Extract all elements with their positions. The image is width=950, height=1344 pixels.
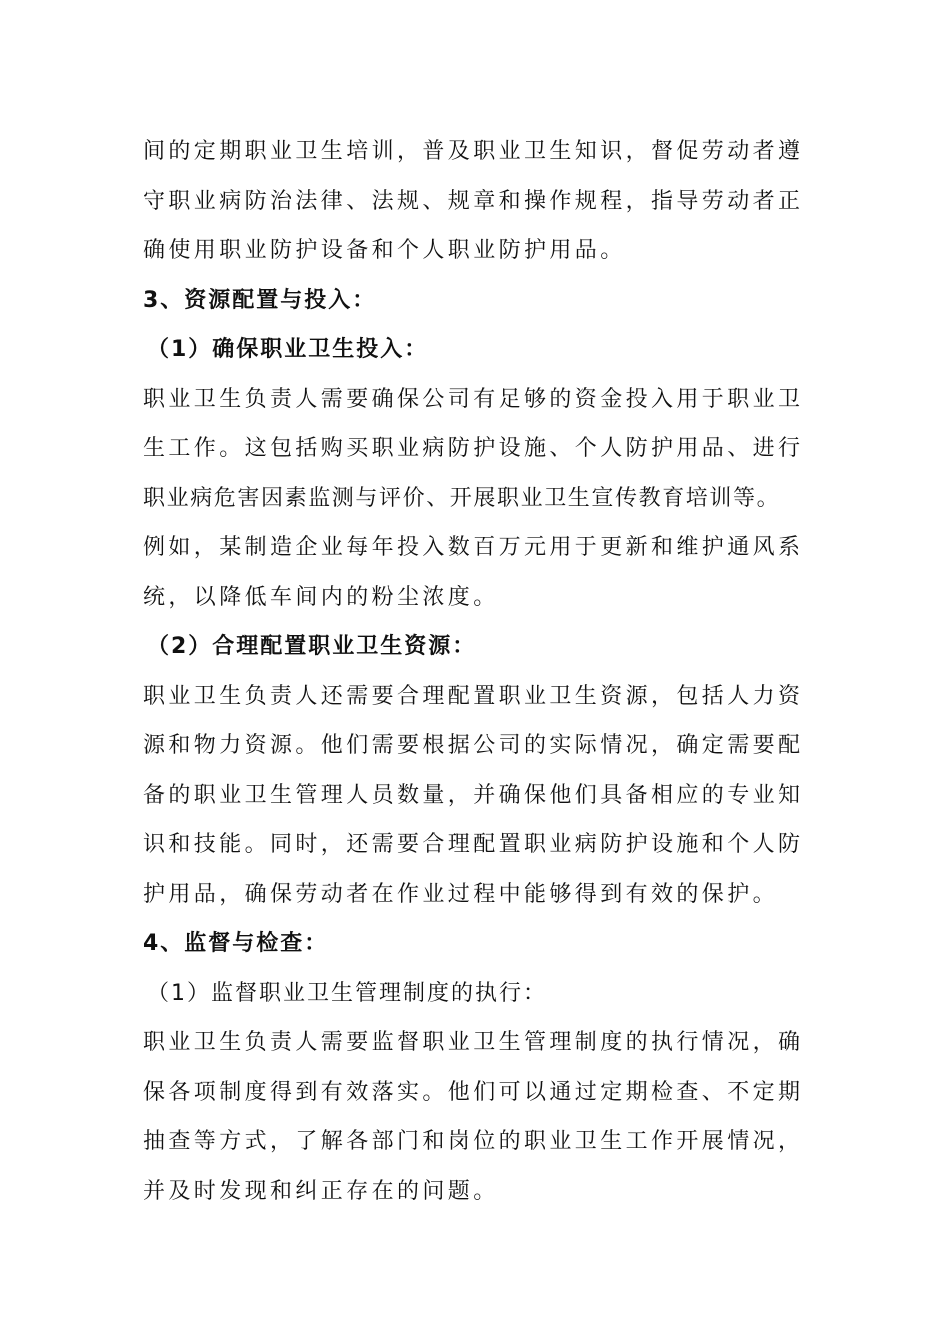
paragraph-line: 确使用职业防护设备和个人职业防护用品。 (143, 238, 626, 263)
paragraph-line: 抽查等方式，了解各部门和岗位的职业卫生工作开展情况， (143, 1129, 804, 1154)
paragraph-line: 生工作。这包括购买职业病防护设施、个人防护用品、进行 (143, 436, 804, 461)
section-heading: 3、资源配置与投入： (143, 287, 377, 313)
paragraph-line: 职业卫生负责人需要确保公司有足够的资金投入用于职业卫 (143, 386, 804, 412)
paragraph-line: 例如，某制造企业每年投入数百万元用于更新和维护通风系 (143, 535, 804, 560)
paragraph-line: 统，以降低车间内的粉尘浓度。 (143, 584, 499, 610)
paragraph-line: 守职业病防治法律、法规、规章和操作规程，指导劳动者正 (143, 188, 804, 214)
section-heading: 4、监督与检查： (143, 931, 329, 956)
subsection-heading: （2）合理配置职业卫生资源： (147, 634, 477, 659)
paragraph-line: 备的职业卫生管理人员数量，并确保他们具备相应的专业知 (143, 782, 804, 808)
paragraph-line: 并及时发现和纠正存在的问题。 (143, 1178, 499, 1204)
subsection-heading: （1）确保职业卫生投入： (147, 337, 429, 362)
subsection-heading: （1）监督职业卫生管理制度的执行： (147, 980, 547, 1006)
paragraph-line: 职业卫生负责人还需要合理配置职业卫生资源，包括人力资 (143, 683, 804, 709)
paragraph-line: 源和物力资源。他们需要根据公司的实际情况，确定需要配 (143, 733, 804, 758)
paragraph-line: 保各项制度得到有效落实。他们可以通过定期检查、不定期 (143, 1079, 804, 1105)
paragraph-line: 职业病危害因素监测与评价、开展职业卫生宣传教育培训等。 (143, 485, 781, 511)
paragraph-line: 职业卫生负责人需要监督职业卫生管理制度的执行情况，确 (143, 1030, 804, 1055)
paragraph-line: 间的定期职业卫生培训，普及职业卫生知识，督促劳动者遵 (143, 139, 804, 164)
paragraph-line: 识和技能。同时，还需要合理配置职业病防护设施和个人防 (143, 832, 804, 857)
paragraph-line: 护用品，确保劳动者在作业过程中能够得到有效的保护。 (143, 881, 779, 907)
document-body (143, 127, 823, 1216)
